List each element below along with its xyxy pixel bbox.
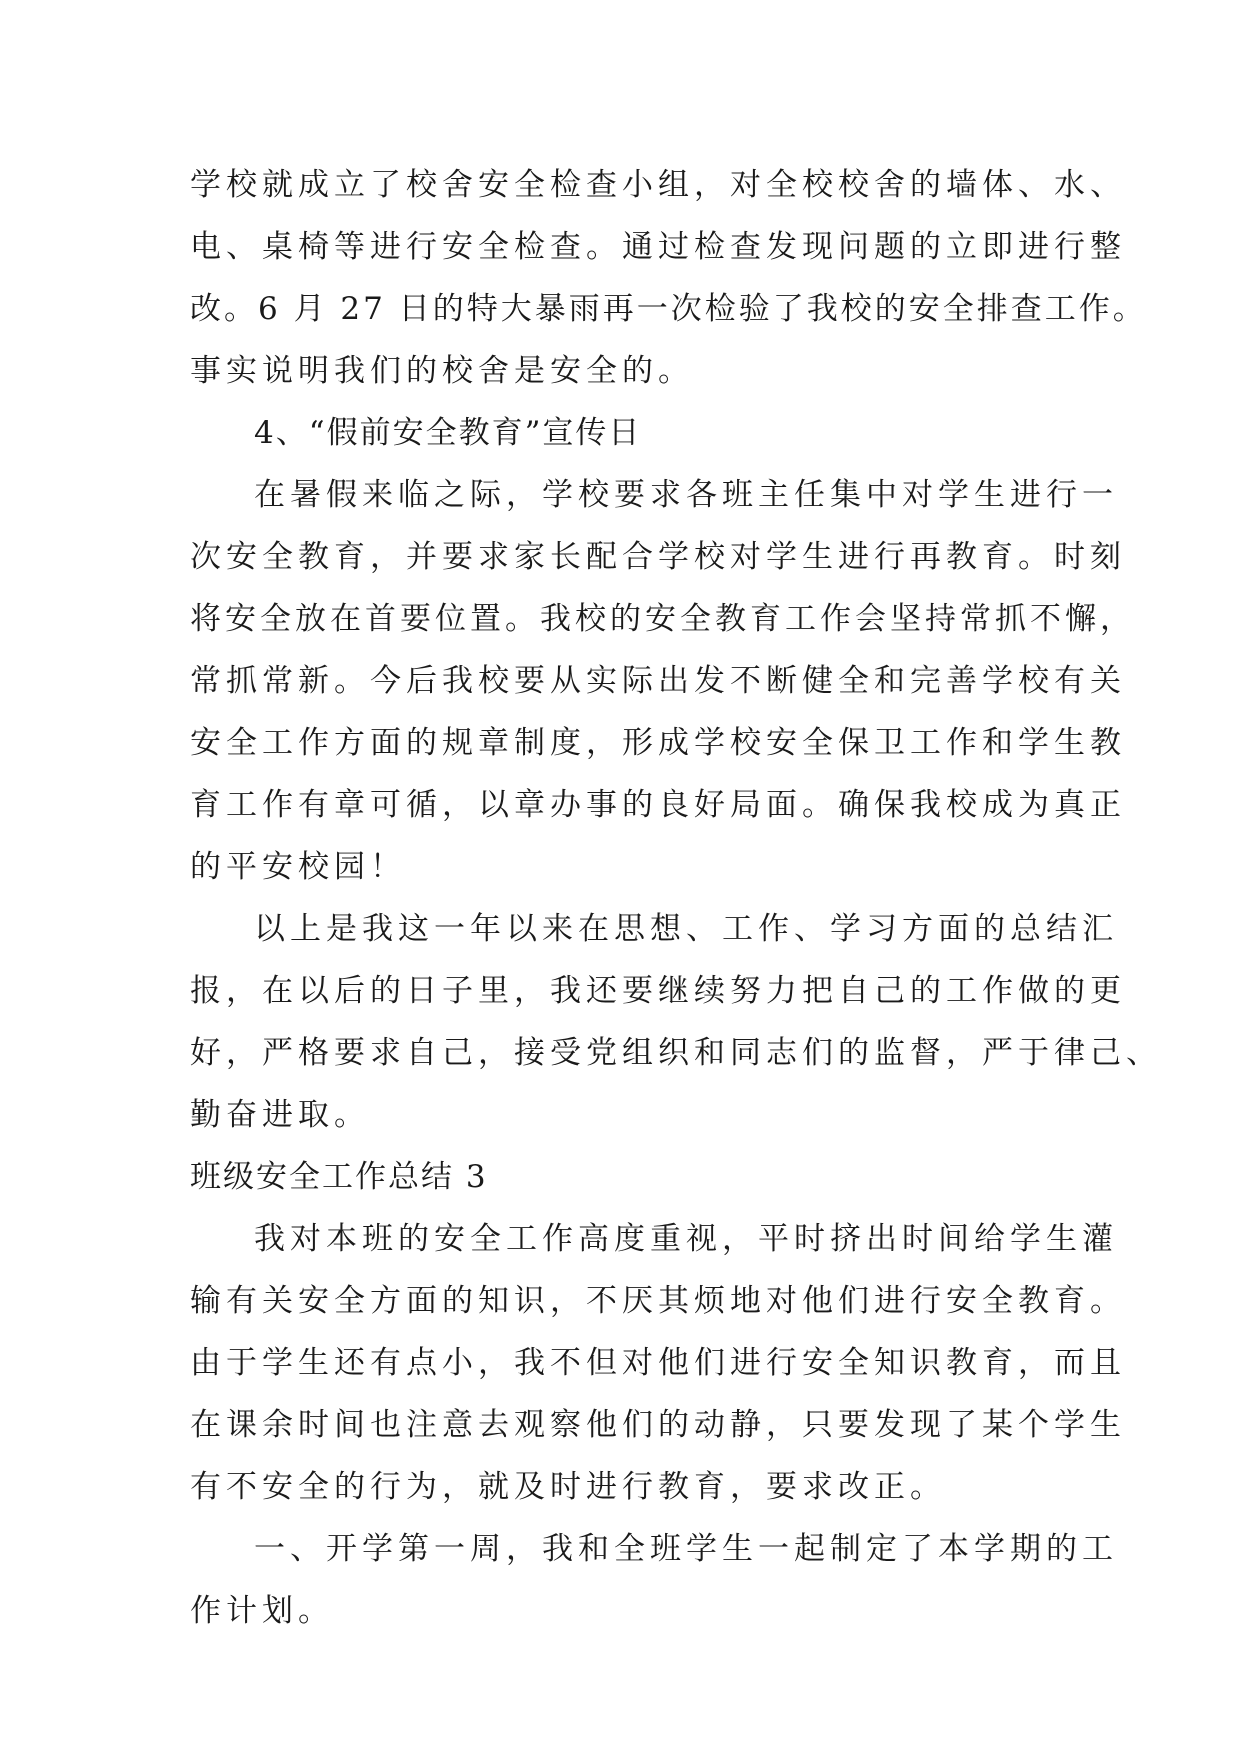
section-title: 班级安全工作总结 3 [190, 1159, 488, 1195]
paragraph-line: 安全工作方面的规章制度，形成学校安全保卫工作和学生教 [190, 725, 1126, 761]
section-heading: 4、“假前安全教育”宣传日 [254, 415, 642, 451]
paragraph-line: 在课余时间也注意去观察他们的动静，只要发现了某个学生 [190, 1407, 1126, 1443]
paragraph-line: 有不安全的行为，就及时进行教育，要求改正。 [190, 1469, 946, 1505]
paragraph-line: 好，严格要求自己，接受党组织和同志们的监督，严于律己、 [190, 1035, 1162, 1071]
paragraph-line: 的平安校园！ [190, 849, 406, 885]
paragraph-line: 报，在以后的日子里，我还要继续努力把自己的工作做的更 [190, 973, 1126, 1009]
paragraph-line: 我对本班的安全工作高度重视，平时挤出时间给学生灌 [254, 1221, 1118, 1257]
paragraph-line: 勤奋进取。 [190, 1097, 370, 1133]
paragraph-line: 电、桌椅等进行安全检查。通过检查发现问题的立即进行整 [190, 229, 1126, 265]
paragraph-line: 由于学生还有点小，我不但对他们进行安全知识教育，而且 [190, 1345, 1126, 1381]
paragraph-line: 常抓常新。今后我校要从实际出发不断健全和完善学校有关 [190, 663, 1126, 699]
paragraph-line: 次安全教育，并要求家长配合学校对学生进行再教育。时刻 [190, 539, 1126, 575]
paragraph-line: 将安全放在首要位置。我校的安全教育工作会坚持常抓不懈， [190, 601, 1135, 637]
paragraph-line: 作计划。 [190, 1593, 334, 1629]
paragraph-line: 以上是我这一年以来在思想、工作、学习方面的总结汇 [254, 911, 1118, 947]
paragraph-line: 改。6 月 27 日的特大暴雨再一次检验了我校的安全排查工作。 [190, 291, 1147, 327]
paragraph-line: 学校就成立了校舍安全检查小组，对全校校舍的墙体、水、 [190, 167, 1126, 203]
paragraph-line: 事实说明我们的校舍是安全的。 [190, 353, 694, 389]
paragraph-line: 在暑假来临之际，学校要求各班主任集中对学生进行一 [254, 477, 1118, 513]
paragraph-line: 输有关安全方面的知识，不厌其烦地对他们进行安全教育。 [190, 1283, 1126, 1319]
paragraph-line: 一、开学第一周，我和全班学生一起制定了本学期的工 [254, 1531, 1118, 1567]
paragraph-line: 育工作有章可循，以章办事的良好局面。确保我校成为真正 [190, 787, 1126, 823]
